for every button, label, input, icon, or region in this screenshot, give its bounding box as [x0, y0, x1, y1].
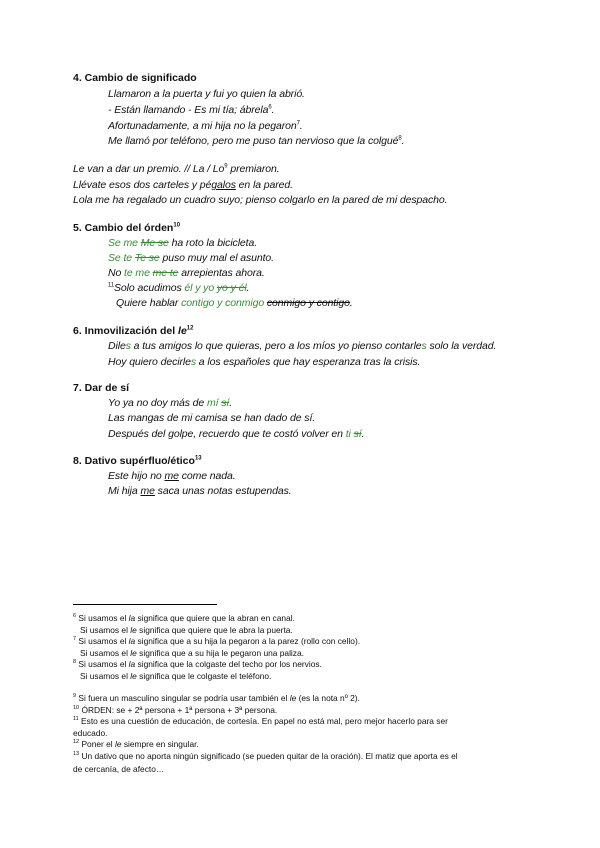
footnote: Si usamos el le significa que a su hija le pegaron una paliza. — [80, 648, 304, 658]
example-line: Yo ya no doy más de mí sí. — [108, 397, 233, 409]
footnote: $^{10}$ ÓRDEN: se + 2ª persona + 1ª persona + 3ª persona. — [73, 705, 278, 715]
section-heading: 6. Inmovilización del $le^{12}$ — [73, 325, 194, 337]
example-line: $^{11}$Solo acudimos él y yo yo y él. — [108, 282, 250, 294]
example-line: - Están llamando - Es mi tía; ábrela$^6$. — [108, 104, 275, 116]
example-line: Le van a dar un premio. // La / Lo$^9$ premiaron. — [73, 163, 280, 175]
footnote: Si usamos el le significa que quiere que le abra la puerta. — [80, 625, 293, 635]
footnote: $^{12}$ Poner el le siempre en singular. — [73, 739, 199, 749]
example-line: Este hijo no me come nada. — [108, 470, 236, 482]
example-line: Afortunadamente, a mi hija no la pegaron$^7$. — [108, 120, 303, 132]
example-line: Mi hija me saca unas notas estupendas. — [108, 485, 292, 497]
footnote-separator — [73, 604, 217, 605]
example-line: Las mangas de mi camisa se han dado de sí. — [108, 412, 316, 424]
example-line: Llamaron a la puerta y fui yo quien la abrió. — [108, 88, 305, 100]
example-line: No te me me te arrepientas ahora. — [108, 267, 265, 279]
example-line: Llévate esos dos carteles y pégalos en la pared. — [73, 179, 293, 191]
example-line: Se me Me se ha roto la bicicleta. — [108, 237, 258, 249]
example-line: Quiere hablar contigo y conmigo conmigo y contigo. — [116, 297, 353, 309]
footnote: $^9$ Si fuera un masculino singular se podría usar también el le (es la nota nº 2). — [73, 693, 360, 703]
footnote: $^7$ Si usamos el la significa que a su hija la pegaron a la parez (rollo con cello). — [73, 636, 361, 646]
footnote: $^6$ Si usamos el la significa que quiere que la abran en canal. — [73, 613, 295, 623]
section-heading: 8. Dativo supérfluo/ético$^{13}$ — [73, 455, 202, 467]
example-line: Me llamó por teléfono, pero me puso tan nervioso que la colgué$^8$. — [108, 135, 405, 147]
footnote: Si usamos el le significa que le colgaste el teléfono. — [80, 671, 272, 681]
footnote: de cercanía, de afecto… — [73, 764, 165, 774]
example-line: Diles a tus amigos lo que quieras, pero a los míos yo pienso contarles solo la verdad. — [108, 340, 497, 352]
section-heading: 5. Cambio del órden$^{10}$ — [73, 222, 181, 234]
example-line: Lola me ha regalado un cuadro suyo; pienso colgarlo en la pared de mi despacho. — [73, 194, 448, 206]
example-line: Hoy quiero decirles a los españoles que hay esperanza tras la crisis. — [108, 356, 421, 368]
section-heading: 7. Dar de sí — [73, 382, 130, 394]
footnote: educado. — [73, 728, 108, 738]
section-heading: 4. Cambio de significado — [73, 72, 197, 84]
example-line: Después del golpe, recuerdo que te costó volver en ti sí. — [108, 428, 365, 440]
example-line: Se te Te se puso muy mal el asunto. — [108, 252, 274, 264]
footnote: $^{11}$ Esto es una cuestión de educación, de cortesía. En papel no está mal, pero mejor hacerlo para ser — [73, 716, 448, 726]
footnote: $^8$ Si usamos el la significa que la colgaste del techo por los nervios. — [73, 659, 322, 669]
footnote: $^{13}$ Un dativo que no aporta ningún significado (se pueden quitar de la oración). El matiz que aporta es el — [73, 751, 458, 761]
